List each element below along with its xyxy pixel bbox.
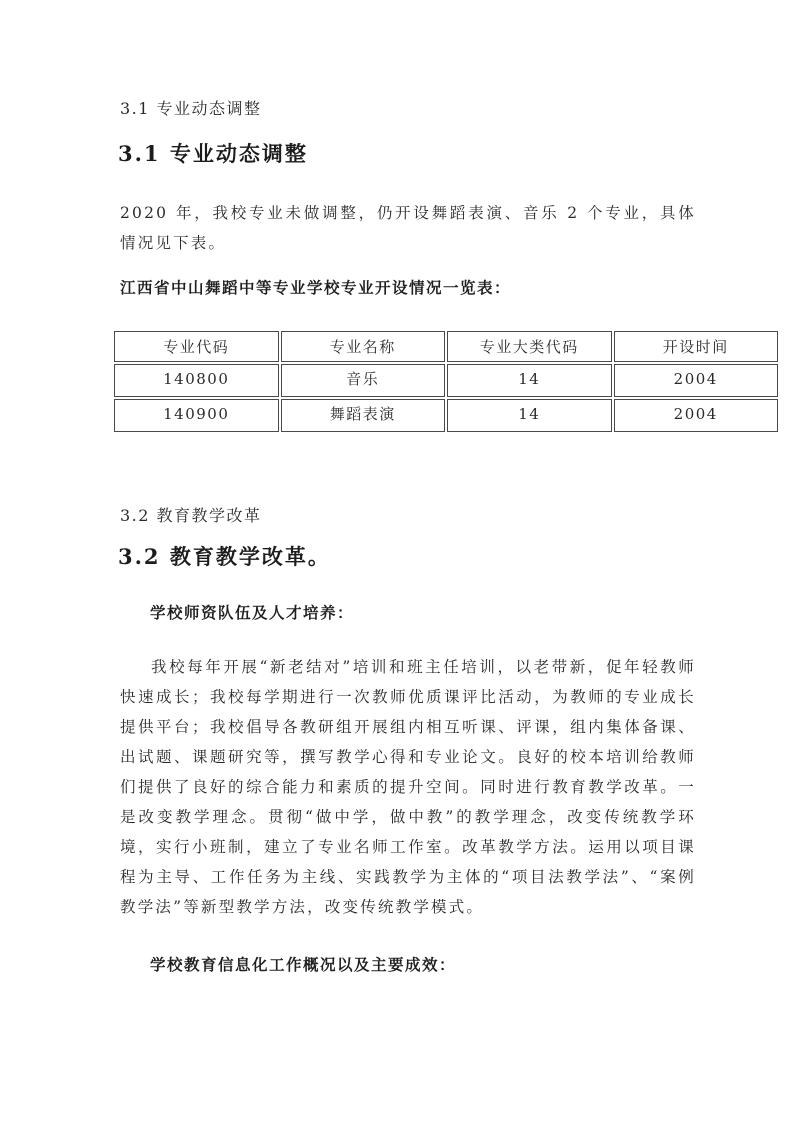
- table-cell-year: 2004: [614, 364, 779, 397]
- table-cell-category: 14: [447, 399, 612, 432]
- section-3-2-heading-large: 3.2 教育教学改革。: [118, 544, 331, 569]
- table-header-row: [114, 331, 778, 362]
- specialty-table: [112, 329, 780, 434]
- table-cell-category: 14: [447, 364, 612, 397]
- specialty-table-title: 江西省中山舞蹈中等专业学校专业开设情况一览表：: [120, 279, 512, 297]
- table-cell-name: 舞蹈表演: [281, 399, 446, 432]
- table-cell-code: 140800: [114, 364, 279, 397]
- table-cell-code: 140900: [114, 399, 279, 432]
- section-3-1-heading-small: 3.1 专业动态调整: [120, 99, 262, 118]
- table-header-specialty-name: 专业名称: [281, 331, 446, 362]
- table-header-category-code: 专业大类代码: [447, 331, 612, 362]
- teachers-subheading: 学校师资队伍及人才培养：: [150, 604, 355, 622]
- table-cell-name: 音乐: [281, 364, 446, 397]
- table-cell-year: 2004: [614, 399, 779, 432]
- table-header-start-time: 开设时间: [614, 331, 779, 362]
- section-3-2-paragraph: 我校每年开展“新老结对”培训和班主任培训，以老带新，促年轻教师快速成长；我校每学期进行一次教师优质课评比活动，为教师的专业成长提供平台；我校倡导各教研组开展组内相互听课、评课，组内集体备课、出试题、课题研究等，撰写教学心得和专业论文。良好的校本培训给教师们提供了良好的综合能力和素质的提升空间。同时进行教育教学改革。一是改变教学理念。贯彻“做中学，做中教”的教学理念，改变传统教学环境，实行小班制，建立了专业名师工作室。改革教学方法。运用以项目课程为主导、工作任务为主线、实践教学为主体的“项目法教学法”、“案例教学法”等新型教学方法，改变传统教学模式。: [120, 658, 696, 916]
- table-row: [114, 399, 778, 432]
- table-header-specialty-code: 专业代码: [114, 331, 279, 362]
- section-3-1-paragraph: 2020 年，我校专业未做调整，仍开设舞蹈表演、音乐 2 个专业，具体情况见下表。: [120, 204, 696, 252]
- table-row: [114, 364, 778, 397]
- section-3-2-heading-small: 3.2 教育教学改革: [120, 506, 262, 525]
- informatization-subheading: 学校教育信息化工作概况以及主要成效：: [150, 956, 457, 974]
- section-3-1-heading-large: 3.1 专业动态调整: [118, 141, 308, 166]
